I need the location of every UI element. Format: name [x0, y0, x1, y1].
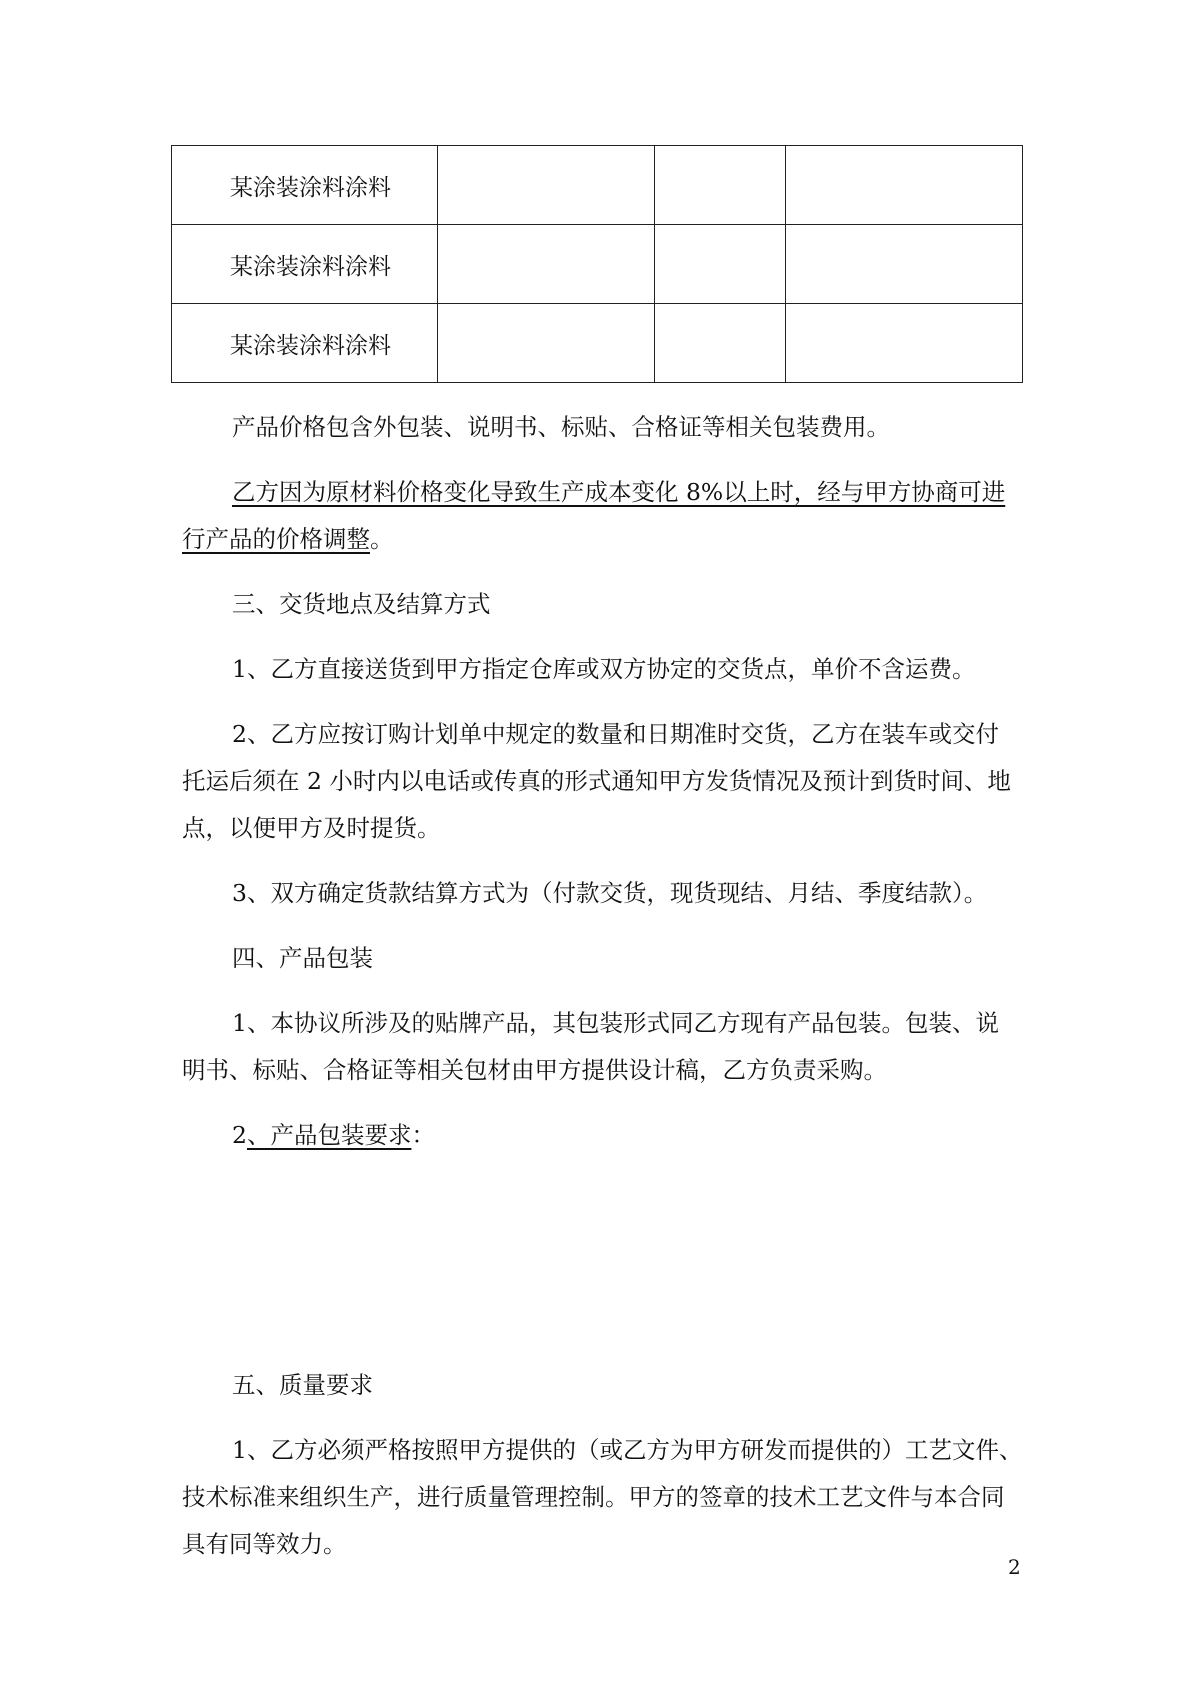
price-adjust-end: 。: [370, 525, 394, 553]
clause-3-2-line3: 点，以便甲方及时提货。: [182, 814, 441, 842]
clause-4-2-colon: ：: [411, 1121, 435, 1149]
clause-3-1: 1、乙方直接送货到甲方指定仓库或双方协定的交货点，单价不含运费。: [232, 655, 976, 683]
product-price-table: [171, 145, 1023, 383]
clause-4-2: [232, 1120, 1027, 1150]
price-adjust-underlined-text: 行产品的价格调整: [182, 525, 370, 553]
paragraph-price-adjust-line2: [182, 524, 1027, 554]
clause-5-1-line3: 具有同等效力。: [182, 1530, 347, 1558]
clause-3-2-line2: 托运后须在 2 小时内以电话或传真的形式通知甲方发货情况及预计到货时间、地: [182, 767, 1011, 795]
section-heading-5: 五、质量要求: [232, 1371, 373, 1399]
paragraph-price-adjust-line1: 乙方因为原材料价格变化导致生产成本变化 8%以上时，经与甲方协商可进: [232, 478, 1006, 506]
section-heading-4: 四、产品包装: [232, 944, 373, 972]
product-name-cell: 某涂装涂料涂料: [172, 146, 438, 225]
section-heading-3: 三、交货地点及结算方式: [232, 590, 491, 618]
clause-5-1-line1: 1、乙方必须严格按照甲方提供的（或乙方为甲方研发而提供的）工艺文件、: [232, 1436, 1023, 1464]
table-cell: [438, 146, 654, 225]
table-cell: [438, 225, 654, 304]
table-cell: [785, 304, 1022, 383]
product-name-cell: 某涂装涂料涂料: [172, 304, 438, 383]
table-row: [172, 225, 1023, 304]
table-cell: [438, 304, 654, 383]
product-name-cell: 某涂装涂料涂料: [172, 225, 438, 304]
clause-5-1-line2: 技术标准来组织生产，进行质量管理控制。甲方的签章的技术工艺文件与本合同: [182, 1483, 1005, 1511]
clause-4-1-line2: 明书、标贴、合格证等相关包材由甲方提供设计稿，乙方负责采购。: [182, 1056, 887, 1084]
table-cell: [654, 304, 785, 383]
table-cell: [654, 146, 785, 225]
paragraph-price-includes: 产品价格包含外包装、说明书、标贴、合格证等相关包装费用。: [232, 413, 890, 441]
table-cell: [785, 225, 1022, 304]
clause-3-3: 3、双方确定货款结算方式为（付款交货，现货现结、月结、季度结款）。: [232, 879, 988, 907]
table-cell: [654, 225, 785, 304]
table-cell: [785, 146, 1022, 225]
table-row: [172, 146, 1023, 225]
clause-4-2-underlined: 、产品包装要求: [246, 1121, 412, 1149]
page-number: 2: [1008, 1555, 1021, 1579]
clause-3-2-line1: 2、乙方应按订购计划单中规定的数量和日期准时交货，乙方在装车或交付: [232, 720, 999, 748]
clause-4-2-number: 2: [232, 1121, 247, 1149]
table-row: [172, 304, 1023, 383]
clause-4-1-line1: 1、本协议所涉及的贴牌产品，其包装形式同乙方现有产品包装。包装、说: [232, 1009, 999, 1037]
